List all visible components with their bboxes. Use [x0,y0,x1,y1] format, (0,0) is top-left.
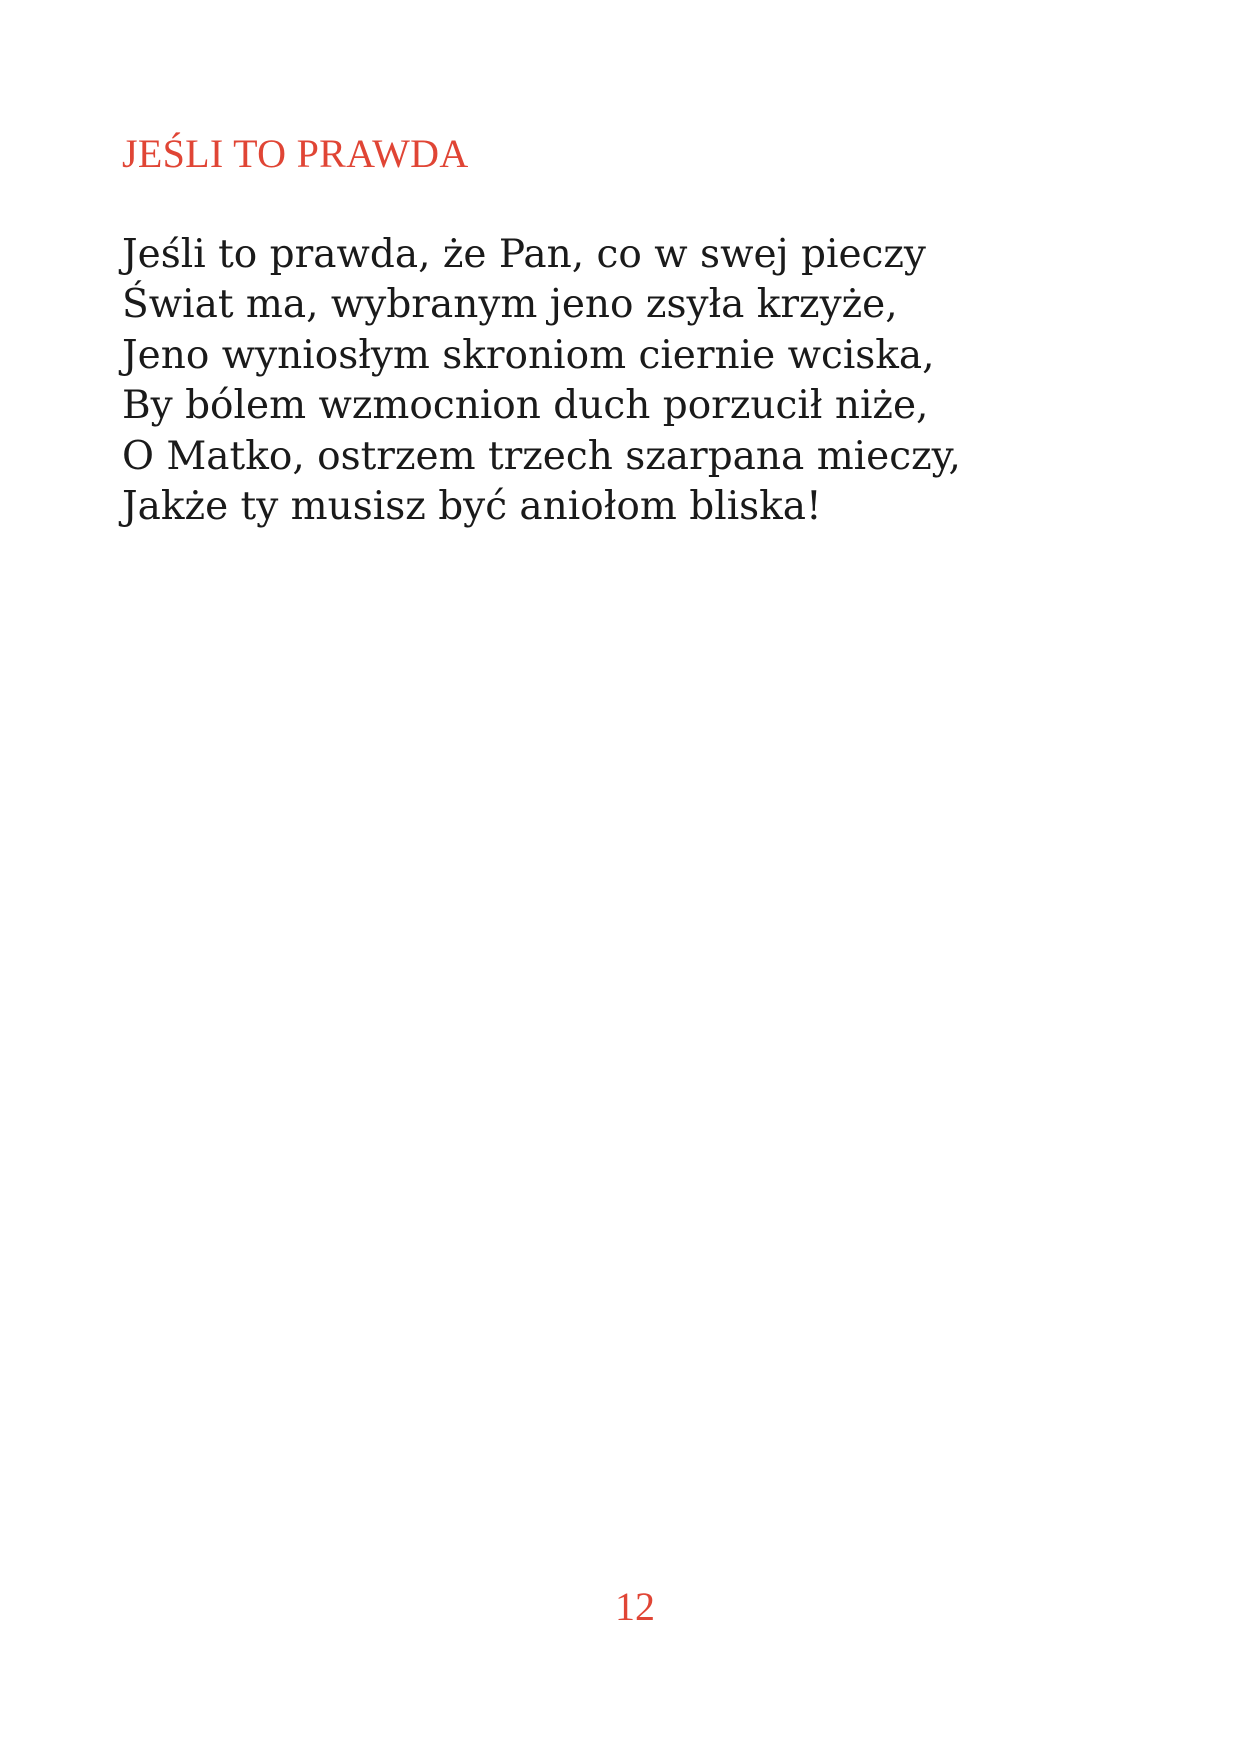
poem-title: JEŚLI TO PRAWDA [122,131,469,176]
verse-line: Jeśli to prawda, że Pan, co w swej pieczy [122,232,926,277]
page-number: 12 [615,1584,655,1629]
verse-line: O Matko, ostrzem trzech szarpana mieczy, [122,433,961,479]
verse-line: Jakże ty musisz być aniołom bliska! [122,484,822,530]
verse-line: Jeno wyniosłym skroniom ciernie wciska, [122,332,935,378]
poem-stanza [122,230,961,532]
verse-line: By bólem wzmocnion duch porzucił niże, [122,383,929,429]
verse-line: Świat ma, wybranym jeno zsyła krzyże, [122,282,898,328]
